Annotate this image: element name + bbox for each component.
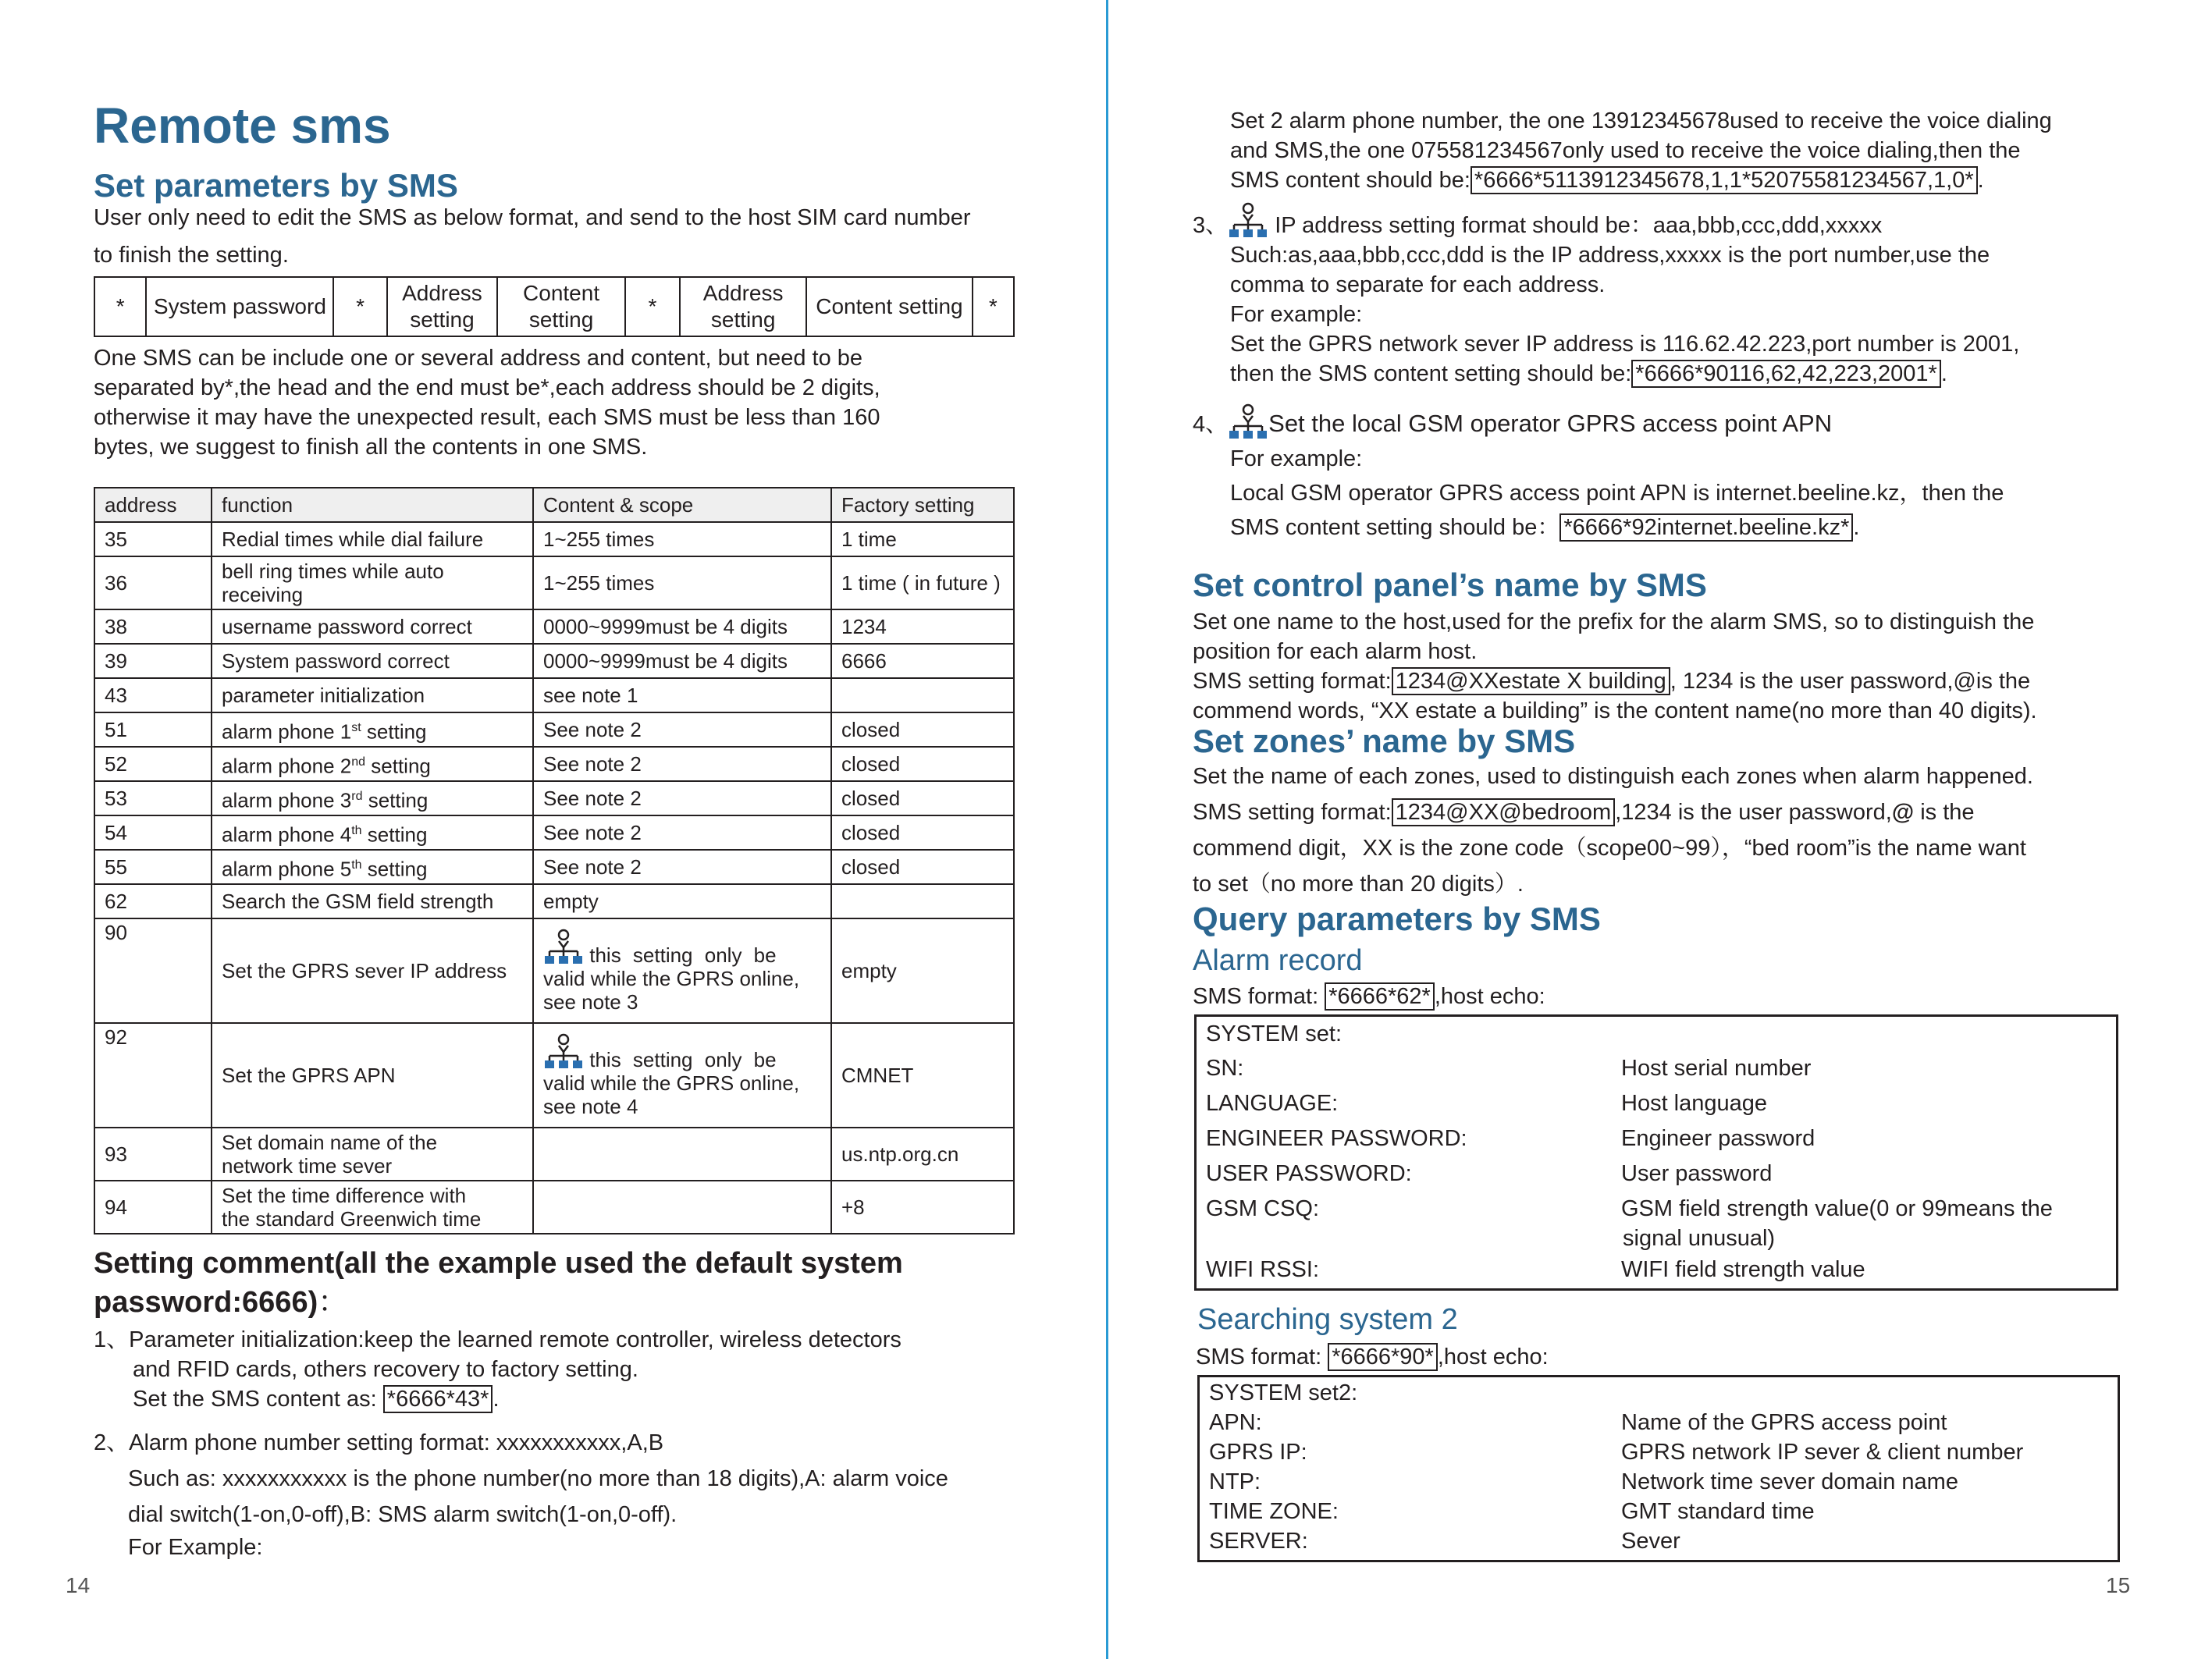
- example-continuation: [1230, 106, 2052, 195]
- note-line: position for each alarm host.: [1193, 639, 1478, 664]
- description: [94, 343, 1030, 462]
- format-cell: *: [333, 277, 386, 336]
- note-line: Local GSM operator GPRS access point APN is internet.beeline.kz，then the: [1230, 481, 2004, 506]
- format-cell: Address setting: [387, 277, 498, 336]
- note-line: and RFID cards, others recovery to factory setting.: [133, 1357, 638, 1382]
- sms-code: *6666*92internet.beeline.kz*: [1559, 513, 1853, 542]
- table-row: [94, 556, 1014, 609]
- function-text: alarm phone 5: [222, 857, 352, 881]
- note-line: Set the name of each zones, used to distinguish each zones when alarm happened.: [1193, 764, 2033, 789]
- cell-function: [212, 1128, 533, 1181]
- comment-heading-text: password:6666): [94, 1286, 318, 1319]
- table-row: [94, 918, 1014, 1023]
- cell-factory: CMNET: [831, 1023, 1014, 1128]
- cell-content: 1~255 times: [533, 522, 831, 556]
- note-line: valid while the GPRS online,: [543, 967, 800, 990]
- cell-function: [212, 1181, 533, 1234]
- cell-factory: closed: [831, 850, 1014, 884]
- echo-label: ENGINEER PASSWORD:: [1206, 1126, 1467, 1151]
- note-line: Such:as,aaa,bbb,ccc,ddd is the IP address,xxxxx is the port number,use the: [1230, 243, 1990, 268]
- note-text: SMS setting format:: [1193, 669, 1392, 694]
- format-cell: Address setting: [680, 277, 806, 336]
- echo-label: USER PASSWORD:: [1206, 1161, 1412, 1186]
- echo-label: APN:: [1209, 1410, 1262, 1435]
- network-icon: [1228, 403, 1268, 442]
- table-row: [94, 644, 1014, 678]
- table-header: [94, 488, 1014, 522]
- echo-value: Sever: [1621, 1529, 1680, 1554]
- note-line: Set 2 alarm phone number, the one 13912345678used to receive the voice dialing: [1230, 108, 2052, 133]
- cell-address: 43: [94, 678, 212, 712]
- cell-address: 52: [94, 747, 212, 781]
- cell-factory: +8: [831, 1181, 1014, 1234]
- note-text: , 1234 is the user password,@is the: [1670, 669, 2031, 694]
- note-2: [94, 1425, 948, 1562]
- subsection-heading: Searching system 2: [1197, 1303, 1458, 1336]
- note-text: .: [1977, 168, 1984, 193]
- description-line: One SMS can be include one or several address and content, but need to be: [94, 346, 863, 371]
- note-text: SMS content setting should be：: [1230, 515, 1560, 540]
- note-line: For example:: [1230, 302, 1363, 327]
- cell-content: See note 2: [533, 712, 831, 747]
- cell-factory: 1 time ( in future ): [831, 556, 1014, 609]
- note-line: For example:: [1230, 446, 1363, 471]
- page-number: 15: [2106, 1573, 2131, 1597]
- note-text: .: [493, 1387, 500, 1412]
- table-row: [94, 609, 1014, 644]
- function-text: alarm phone 3: [222, 788, 352, 812]
- note-text: is the: [1914, 800, 1975, 825]
- function-text: setting: [362, 788, 429, 812]
- comment-heading: [94, 1244, 903, 1322]
- sms-code: *6666*62*: [1325, 982, 1435, 1011]
- cell-function: Redial times while dial failure: [212, 522, 533, 556]
- sms-format-line: [1196, 1342, 1549, 1372]
- note-text: then the SMS content setting should be:: [1230, 361, 1632, 386]
- cell-address: 90: [94, 918, 212, 1023]
- cell-factory: 1 time: [831, 522, 1014, 556]
- note-line: comma to separate for each address.: [1230, 272, 1606, 297]
- echo-value: GSM field strength value(0 or 99means the: [1621, 1196, 2053, 1221]
- function-text: alarm phone 2: [222, 754, 352, 778]
- cell-function: [212, 850, 533, 884]
- function-text: setting: [365, 754, 431, 778]
- cell-address: 51: [94, 712, 212, 747]
- echo-value: Name of the GPRS access point: [1621, 1410, 1947, 1435]
- sms-code: 1234@XXestate X building: [1392, 667, 1670, 695]
- note-text: this setting only be: [589, 943, 777, 967]
- cell-content: See note 2: [533, 781, 831, 815]
- note-line: commend words, “XX estate a building” is the content name(no more than 40 digits).: [1193, 698, 2037, 723]
- intro-line: to finish the setting.: [94, 243, 289, 268]
- function-text: the standard Greenwich time: [222, 1207, 482, 1231]
- section-heading: Set control panel’s name by SMS: [1193, 567, 1707, 603]
- table-row: [94, 1128, 1014, 1181]
- table-row: [94, 1023, 1014, 1128]
- description-line: separated by*,the head and the end must be*,each address should be 2 digits,: [94, 375, 880, 400]
- cell-function: username password correct: [212, 609, 533, 644]
- cell-content: [533, 918, 831, 1023]
- header-cell: Factory setting: [831, 488, 1014, 522]
- cell-factory: 1234: [831, 609, 1014, 644]
- note-line: [1193, 403, 2004, 442]
- table-row: [94, 781, 1014, 815]
- cell-function: parameter initialization: [212, 678, 533, 712]
- echo-label: TIME ZONE:: [1209, 1499, 1339, 1524]
- cell-content: 0000~9999must be 4 digits: [533, 609, 831, 644]
- ordinal-suffix: th: [351, 858, 362, 872]
- function-text: setting: [361, 857, 428, 881]
- cell-function: [212, 781, 533, 815]
- sms-code: *6666*90116,62,42,223,2001*: [1631, 360, 1941, 388]
- note-text: IP address setting format should be：aaa,bbb,ccc,ddd,xxxxx: [1275, 213, 1883, 238]
- note-line: Set the GPRS network sever IP address is 116.62.42.223,port number is 2001,: [1230, 332, 2020, 357]
- cell-address: 38: [94, 609, 212, 644]
- description-line: otherwise it may have the unexpected result, each SMS must be less than 160: [94, 405, 880, 430]
- network-icon: [543, 928, 584, 967]
- sms-format-table: [94, 276, 1015, 337]
- sms-code: 1234@XX@bedroom: [1392, 798, 1616, 826]
- note-text: .: [1940, 361, 1947, 386]
- note-line: [94, 1384, 902, 1414]
- function-text: setting: [361, 719, 427, 744]
- note-line: For Example:: [128, 1535, 263, 1560]
- note-number: 3、: [1193, 213, 1229, 238]
- table-row: [94, 1181, 1014, 1234]
- note-number: 4、: [1193, 412, 1229, 437]
- note-line: [543, 928, 821, 967]
- sms-code: *6666*43*: [383, 1385, 493, 1413]
- intro-line: User only need to edit the SMS as below format, and send to the host SIM card number: [94, 205, 971, 230]
- echo-value: Engineer password: [1621, 1126, 1815, 1151]
- echo-label: GSM CSQ:: [1206, 1196, 1320, 1221]
- sms-code: *6666*5113912345678,1,1*52075581234567,1,0*: [1471, 166, 1978, 194]
- note-text: SMS format:: [1193, 984, 1319, 1009]
- echo-value: Host serial number: [1621, 1056, 1812, 1081]
- note-line: Set one name to the host,used for the prefix for the alarm SMS, so to distinguish the: [1193, 609, 2035, 634]
- note-line: Such as: xxxxxxxxxxx is the phone number(no more than 18 digits),A: alarm voice: [128, 1466, 948, 1491]
- note-line: see note 4: [543, 1095, 638, 1118]
- note-text: .: [1853, 515, 1860, 540]
- section-heading: Query parameters by SMS: [1193, 901, 1601, 937]
- function-text: Set the time difference with: [222, 1184, 467, 1207]
- note-line: [94, 1425, 948, 1461]
- format-cell: Content setting: [806, 277, 972, 336]
- cell-function: bell ring times while auto receiving: [212, 556, 533, 609]
- cell-factory: closed: [831, 781, 1014, 815]
- echo-value: User password: [1621, 1161, 1773, 1186]
- ordinal-suffix: rd: [351, 789, 363, 803]
- header-cell: Content & scope: [533, 488, 831, 522]
- sms-format-line: [1193, 982, 1545, 1011]
- cell-address: 62: [94, 884, 212, 918]
- sms-code: *6666*90*: [1328, 1343, 1438, 1371]
- note-number: 1、: [94, 1327, 130, 1352]
- comment-heading-colon: ：: [318, 1286, 348, 1319]
- cell-address: 94: [94, 1181, 212, 1234]
- note-line: [1193, 510, 2004, 545]
- table-row: [94, 884, 1014, 918]
- function-text: Set domain name of the: [222, 1131, 438, 1154]
- format-cell: System password: [146, 277, 333, 336]
- note-line: [1193, 666, 2037, 696]
- cell-factory: closed: [831, 747, 1014, 781]
- cell-content: [533, 1023, 831, 1128]
- alarm-record-box: [1194, 1014, 2118, 1291]
- echo-label: SYSTEM set2:: [1209, 1380, 1358, 1405]
- echo-label: SN:: [1206, 1056, 1244, 1081]
- note-line: commend digit，XX is the zone code（scope00~99），“bed room”is the name want: [1193, 836, 2026, 861]
- note-text: Parameter initialization:keep the learned remote controller, wireless detectors: [129, 1327, 902, 1352]
- parameter-table: [94, 487, 1015, 1234]
- cell-address: 35: [94, 522, 212, 556]
- note-1: [94, 1325, 902, 1414]
- echo-value: Host language: [1621, 1091, 1768, 1116]
- cell-function: [212, 712, 533, 747]
- panel-name-text: [1193, 607, 2037, 726]
- echo-label: SYSTEM set:: [1206, 1021, 1342, 1046]
- format-cell: *: [625, 277, 680, 336]
- cell-content: [533, 1181, 831, 1234]
- format-cell: *: [94, 277, 146, 336]
- table-row: [94, 712, 1014, 747]
- table-row: [94, 850, 1014, 884]
- echo-label: GPRS IP:: [1209, 1440, 1307, 1465]
- function-text: alarm phone 4: [222, 822, 352, 847]
- cell-factory: empty: [831, 918, 1014, 1023]
- table-row: [94, 678, 1014, 712]
- zones-name-text: [1193, 758, 2033, 902]
- comment-heading-line: [94, 1283, 903, 1322]
- cell-factory: [831, 678, 1014, 712]
- ordinal-suffix: th: [351, 823, 362, 837]
- description-line: bytes, we suggest to finish all the contents in one SMS.: [94, 435, 648, 460]
- cell-content: See note 2: [533, 850, 831, 884]
- cell-address: 53: [94, 781, 212, 815]
- echo-value: Network time sever domain name: [1621, 1469, 1958, 1494]
- cell-factory: [831, 884, 1014, 918]
- note-text: Set the local GSM operator GPRS access point APN: [1268, 410, 1833, 437]
- right-page: [1108, 0, 2212, 1659]
- note-line: [1193, 794, 2033, 830]
- cell-address: 39: [94, 644, 212, 678]
- cell-content: empty: [533, 884, 831, 918]
- cell-factory: us.ntp.org.cn: [831, 1128, 1014, 1181]
- note-text: Alarm phone number setting format: xxxxxxxxxxx,A,B: [129, 1430, 664, 1455]
- network-icon: [1228, 201, 1268, 240]
- note-line: [1230, 165, 2052, 195]
- section-heading: Set zones’ name by SMS: [1193, 723, 1576, 759]
- comment-heading-line: Setting comment(all the example used the default system: [94, 1247, 903, 1280]
- cell-content: See note 2: [533, 747, 831, 781]
- cell-content: 0000~9999must be 4 digits: [533, 644, 831, 678]
- note-line: to set（no more than 20 digits）.: [1193, 872, 1524, 897]
- cell-function: [212, 815, 533, 850]
- note-3: [1193, 201, 2019, 389]
- note-line: [543, 1032, 821, 1071]
- cell-function: [212, 747, 533, 781]
- format-cell: Content setting: [497, 277, 625, 336]
- page-title: Remote sms: [94, 98, 391, 154]
- cell-content: [533, 1128, 831, 1181]
- note-line: valid while the GPRS online,: [543, 1071, 800, 1095]
- cell-address: 55: [94, 850, 212, 884]
- format-cell: *: [973, 277, 1014, 336]
- note-line: and SMS,the one 075581234567only used to receive the voice dialing,then the: [1230, 138, 2021, 163]
- note-line: [1193, 201, 2019, 240]
- system2-box: [1197, 1375, 2120, 1562]
- header-cell: function: [212, 488, 533, 522]
- cell-address: 54: [94, 815, 212, 850]
- table-row: [94, 747, 1014, 781]
- cell-function: Set the GPRS sever IP address: [212, 918, 533, 1023]
- header-cell: address: [94, 488, 212, 522]
- echo-value: signal unusual): [1623, 1226, 1776, 1251]
- echo-value: GPRS network IP sever & client number: [1621, 1440, 2024, 1465]
- page-number: 14: [66, 1573, 91, 1597]
- cell-function: Search the GSM field strength: [212, 884, 533, 918]
- cell-factory: 6666: [831, 644, 1014, 678]
- note-text: ,host echo:: [1434, 984, 1545, 1009]
- note-line: [1193, 359, 2019, 389]
- cell-content: 1~255 times: [533, 556, 831, 609]
- echo-value: GMT standard time: [1621, 1499, 1815, 1524]
- note-text: SMS format:: [1196, 1345, 1322, 1369]
- at-symbol: @: [1891, 800, 1915, 825]
- echo-label: SERVER:: [1209, 1529, 1308, 1554]
- cell-function: Set the GPRS APN: [212, 1023, 533, 1128]
- echo-label: LANGUAGE:: [1206, 1091, 1339, 1116]
- cell-content: see note 1: [533, 678, 831, 712]
- note-number: 2、: [94, 1430, 130, 1455]
- subsection-heading: Alarm record: [1193, 944, 1363, 977]
- note-text: SMS content should be:: [1230, 168, 1471, 193]
- note-text: SMS setting format:: [1193, 800, 1392, 825]
- echo-label: NTP:: [1209, 1469, 1261, 1494]
- echo-label: WIFI RSSI:: [1206, 1257, 1319, 1282]
- ordinal-suffix: nd: [351, 755, 366, 769]
- table-row: [94, 522, 1014, 556]
- section-heading: Set parameters by SMS: [94, 167, 458, 204]
- cell-function: System password correct: [212, 644, 533, 678]
- note-text: this setting only be: [589, 1048, 777, 1071]
- cell-address: 93: [94, 1128, 212, 1181]
- note-4: [1193, 403, 2004, 545]
- ordinal-suffix: st: [351, 720, 361, 734]
- note-text: Set the SMS content as:: [133, 1387, 377, 1412]
- note-line: dial switch(1-on,0-off),B: SMS alarm switch(1-on,0-off).: [128, 1502, 677, 1527]
- function-text: network time sever: [222, 1154, 393, 1178]
- function-text: alarm phone 1: [222, 719, 352, 744]
- note-text: ,1234 is the user password,: [1615, 800, 1892, 825]
- table-row: [94, 815, 1014, 850]
- echo-value: WIFI field strength value: [1621, 1257, 1865, 1282]
- cell-factory: closed: [831, 815, 1014, 850]
- cell-factory: closed: [831, 712, 1014, 747]
- cell-content: See note 2: [533, 815, 831, 850]
- note-line: see note 3: [543, 990, 638, 1014]
- note-text: ,host echo:: [1437, 1345, 1549, 1369]
- function-text: setting: [361, 822, 428, 847]
- network-icon: [543, 1032, 584, 1071]
- cell-address: 92: [94, 1023, 212, 1128]
- cell-address: 36: [94, 556, 212, 609]
- note-line: [94, 1325, 902, 1355]
